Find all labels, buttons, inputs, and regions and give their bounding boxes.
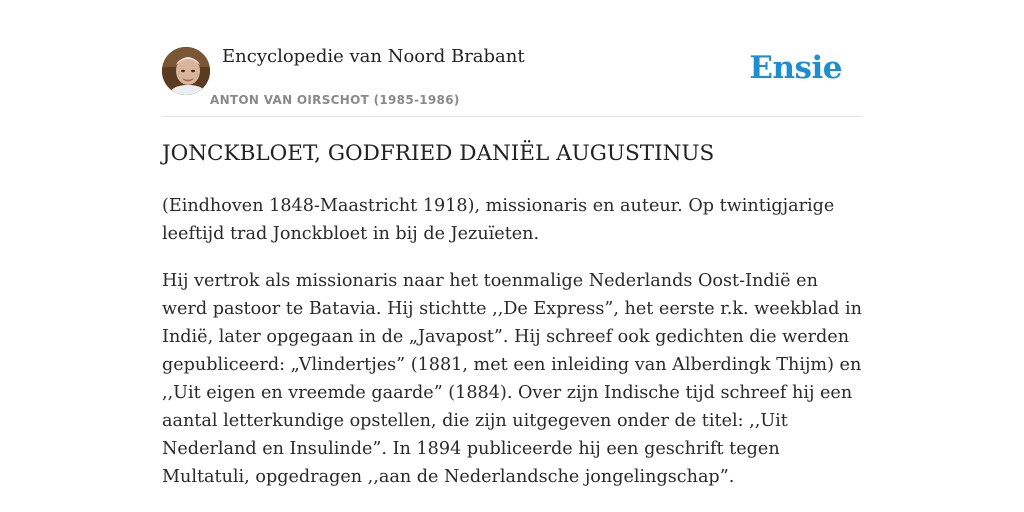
article-paragraph: Hij vertrok als missionaris naar het toenmalige Nederlands Oost-Indië en werd pastoor te Batavia. Hij stichtte ,,De Express”, het eerste r.k. weekblad in Indië, later opgegaan in de „Javapost”. Hij schreef ook gedichten die werden gepubliceerd: „Vlindertjes” (1881, met een inleiding van Alberdingk Thijm) en ,,Uit eigen en vreemde gaarde” (1884). Over zijn Indische tijd schreef hij een aantal letterkundige opstellen, die zijn uitgegeven onder de titel: ,,Uit Nederland en Insulinde”. In 1894 publiceerde hij een geschrift tegen Multatuli, opgedragen ,,aan de Nederlandsche jongelingschap”. [162,271,862,487]
article-paragraph: (Eindhoven 1848-Maastricht 1918), missionaris en auteur. Op twintigjarige leeftijd trad Jonckbloet in bij de Jezuïeten. [162,196,835,244]
source-title[interactable]: Encyclopedie van Noord Brabant [222,46,525,67]
brand-logo[interactable]: Ensie [749,50,842,86]
author-portrait-icon [162,47,210,95]
avatar[interactable] [162,47,210,95]
article-header [162,0,862,117]
author-name[interactable]: ANTON VAN OIRSCHOT (1985-1986) [210,93,460,107]
article-container [162,0,862,487]
page-title: JONCKBLOET, GODFRIED DANIËL AUGUSTINUS [162,141,715,166]
